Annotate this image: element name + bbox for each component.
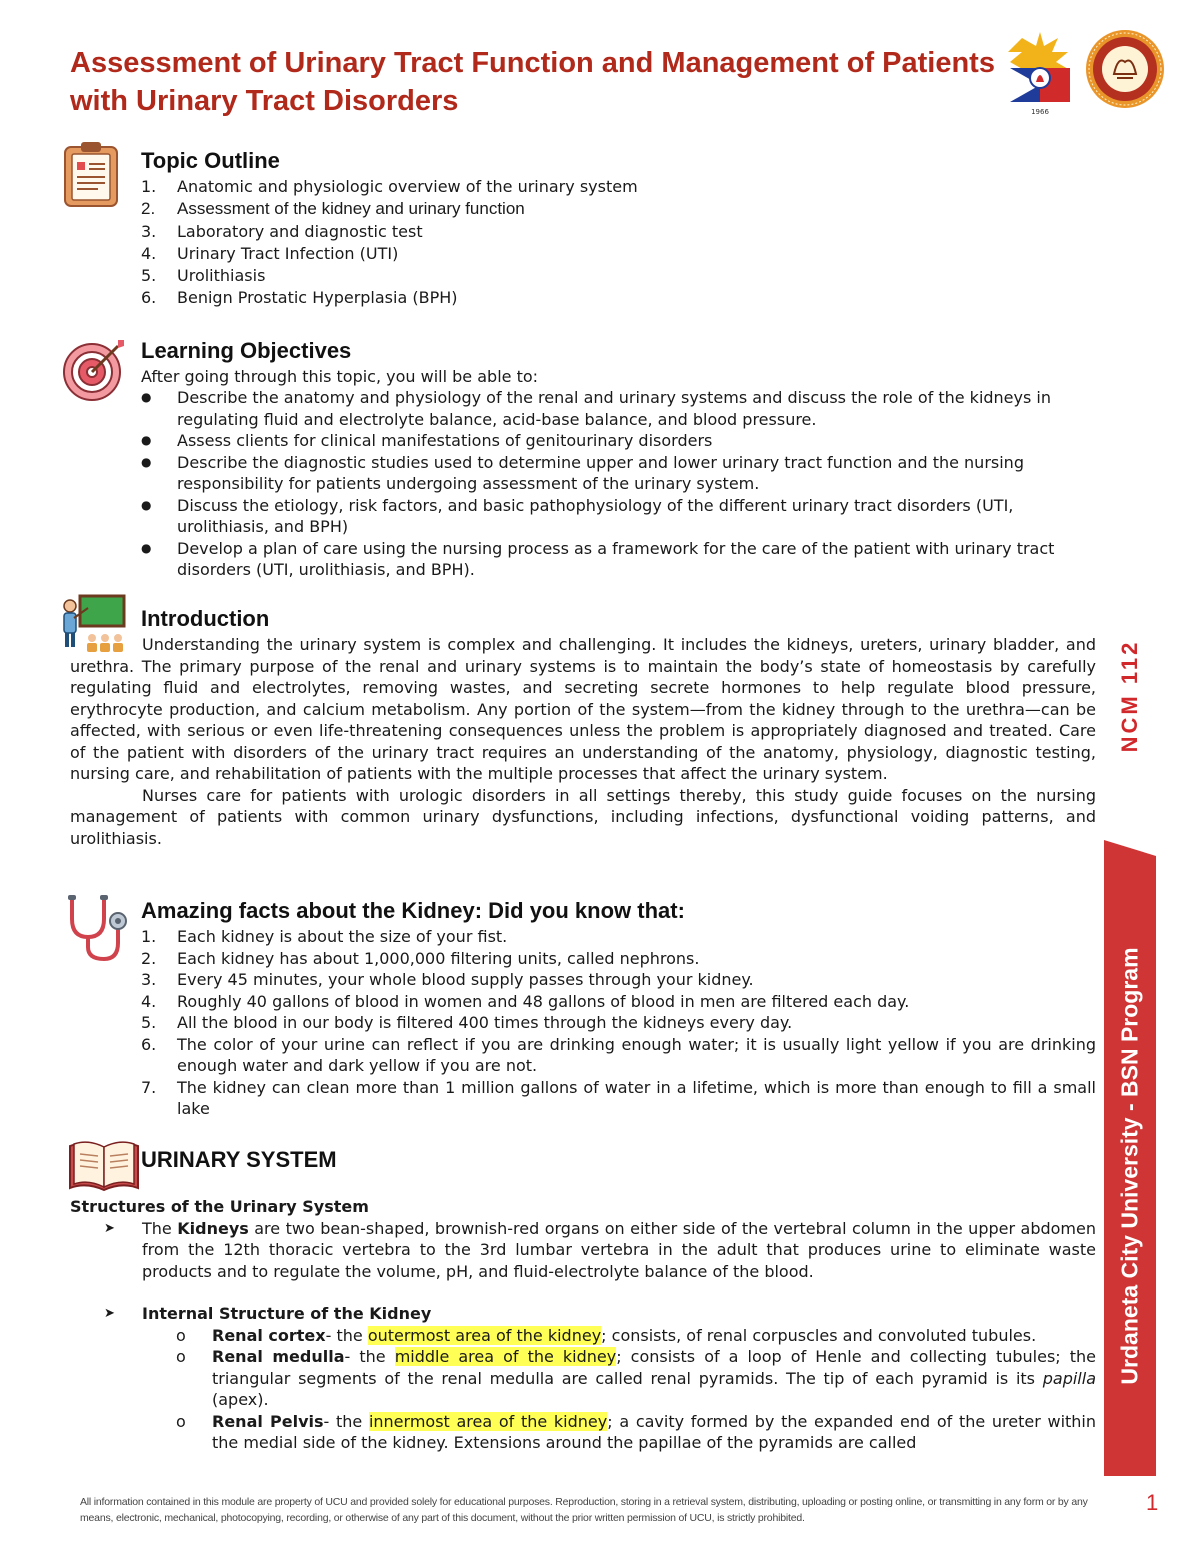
book-icon — [66, 1138, 142, 1196]
list-item: ● Develop a plan of care using the nursing process as a framework for the care of the patient with urinary tract disorders (UTI, urolithiasis, and BPH). — [141, 538, 1055, 579]
objectives-list — [141, 387, 1096, 581]
program-label: Urdaneta City University - BSN Program — [1116, 947, 1143, 1385]
page-number: 1 — [1146, 1490, 1159, 1515]
clipboard-icon — [62, 140, 120, 208]
document-title: Assessment of Urinary Tract Function and Management of Patients with Urinary Tract Disorders — [70, 47, 995, 117]
topic-outline-list — [141, 176, 1041, 310]
urinary-system-heading: URINARY SYSTEM — [141, 1147, 337, 1172]
list-item: 2. Each kidney has about 1,000,000 filtering units, called nephrons. — [141, 948, 700, 968]
list-item: 2. Assessment of the kidney and urinary function — [141, 199, 525, 219]
list-item: 6. The color of your urine can reflect if you are drinking enough water; it is usually light yellow if you are drinking enough water and dark yellow if you are not. — [141, 1034, 1096, 1075]
list-item: ● Assess clients for clinical manifestations of genitourinary disorders — [141, 431, 713, 450]
list-item: o Renal Pelvis- the innermost area of the kidney; a cavity formed by the expanded end of the ureter within the medial side of the kidney. Extensions around the papillae of the pyramids are called — [176, 1411, 1097, 1452]
list-item: 1. Anatomic and physiologic overview of the urinary system — [141, 177, 638, 196]
intro-paragraph: Nurses care for patients with urologic disorders in all settings thereby, this study guide focuses on the nursing management of patients with common urinary dysfunctions, including infections, dysfunctional voiding patterns, and urolithiasis. — [70, 785, 1096, 848]
list-item: 6. Benign Prostatic Hyperplasia (BPH) — [141, 288, 458, 308]
introduction-body — [70, 634, 1096, 849]
city-seal-logo — [1000, 26, 1080, 118]
urinary-structures — [70, 1196, 1096, 1454]
list-item: 3. Laboratory and diagnostic test — [141, 221, 423, 241]
list-item: 3. Every 45 minutes, your whole blood supply passes through your kidney. — [141, 970, 754, 989]
list-item: ● Discuss the etiology, risk factors, and basic pathophysiology of the different urinary tract disorders (UTI, urolithiasis, and BPH) — [141, 495, 1014, 536]
course-code-label: NCM 112 — [1117, 639, 1142, 753]
university-seal-logo — [1084, 28, 1166, 110]
structures-title: Structures of the Urinary System — [70, 1197, 369, 1216]
facts-list — [141, 926, 1096, 1120]
introduction-heading: Introduction — [141, 606, 270, 631]
list-item: ➤ The Kidneys are two bean-shaped, brownish-red organs on either side of the vertebral column in the upper abdomen from the 12th thoracic vertebra to the 3rd lumbar vertebra in the adult that produces urine to eliminate waste products and to regulate the volume, pH, and fluid-electrolyte balance of the blood. — [104, 1218, 1096, 1281]
topic-outline-heading: Topic Outline — [141, 148, 280, 173]
list-item: ● Describe the anatomy and physiology of the renal and urinary systems and discuss the role of the kidneys in regulating fluid and electrolyte balance, acid-base balance, and blood pressure. — [141, 388, 1051, 429]
target-icon — [60, 338, 126, 404]
list-item: 4. Roughly 40 gallons of blood in women and 48 gallons of blood in men are filtered each day. — [141, 991, 910, 1011]
learning-objectives-heading: Learning Objectives — [141, 338, 352, 363]
intro-paragraph: Understanding the urinary system is complex and challenging. It includes the kidneys, ureters, urinary bladder, and urethra. The primary purpose of the renal and urinary systems is to maintain the body’s state of homeostasis by carefully regulating fluid and electrolytes, removing wastes, and secreting secrete hormones to help regulate blood pressure, erythrocyte production, and calcium metabolism. Any portion of the system—from the kidney through to the urethra—can be affected, with serious or even life-threatening consequences unless the problem is appropriately diagnosed and treated. Care of the patient with disorders of the urinary tract requires an understanding of the anatomy, physiology, diagnostic testing, nursing care, and rehabilitation of patients with the multiple processes that affect the urinary system. — [70, 635, 1096, 783]
list-item: ● Describe the diagnostic studies used to determine upper and lower urinary tract function and the nursing responsibility for patients undergoing assessment of the urinary system. — [141, 452, 1024, 493]
list-item: 5. All the blood in our body is filtered 400 times through the kidneys every day. — [141, 1013, 793, 1032]
arrow-bullet-icon: ➤ — [104, 1306, 115, 1321]
list-item: 5. Urolithiasis — [141, 266, 266, 286]
list-item: ➤ Internal Structure of the Kidney — [104, 1304, 432, 1323]
list-item: o Renal cortex- the outermost area of the kidney; consists, of renal corpuscles and convoluted tubules. — [176, 1325, 1037, 1345]
list-item: 1. Each kidney is about the size of your fist. — [141, 927, 508, 946]
arrow-bullet-icon: ➤ — [104, 1220, 115, 1236]
objectives-intro: After going through this topic, you will be able to: — [141, 367, 539, 386]
list-item: o Renal medulla- the middle area of the kidney; consists of a loop of Henle and collecting tubules; the triangular segments of the renal medulla are called renal pyramids. The tip of each pyramid is its papilla (apex). — [176, 1347, 1097, 1409]
svg-text:1966: 1966 — [1031, 108, 1049, 116]
list-item: 7. The kidney can clean more than 1 million gallons of water in a lifetime, which is more than enough to fill a small lake — [141, 1077, 1096, 1118]
list-item: 4. Urinary Tract Infection (UTI) — [141, 243, 399, 263]
stethoscope-icon — [64, 893, 128, 963]
footer-disclaimer: All information contained in this module are property of UCU and provided solely for educational purposes. Reproduction, storing in a retrieval system, distributing, uploading or posting online, or transmitting in any form or by any means, electronic, mechanical, photocopying, recording, or otherwise of any part of this document, without the prior written permission of UCU, is strictly prohibited. — [80, 1496, 1088, 1524]
facts-heading: Amazing facts about the Kidney: Did you know that: — [141, 898, 685, 923]
side-band-notch — [1104, 840, 1156, 856]
